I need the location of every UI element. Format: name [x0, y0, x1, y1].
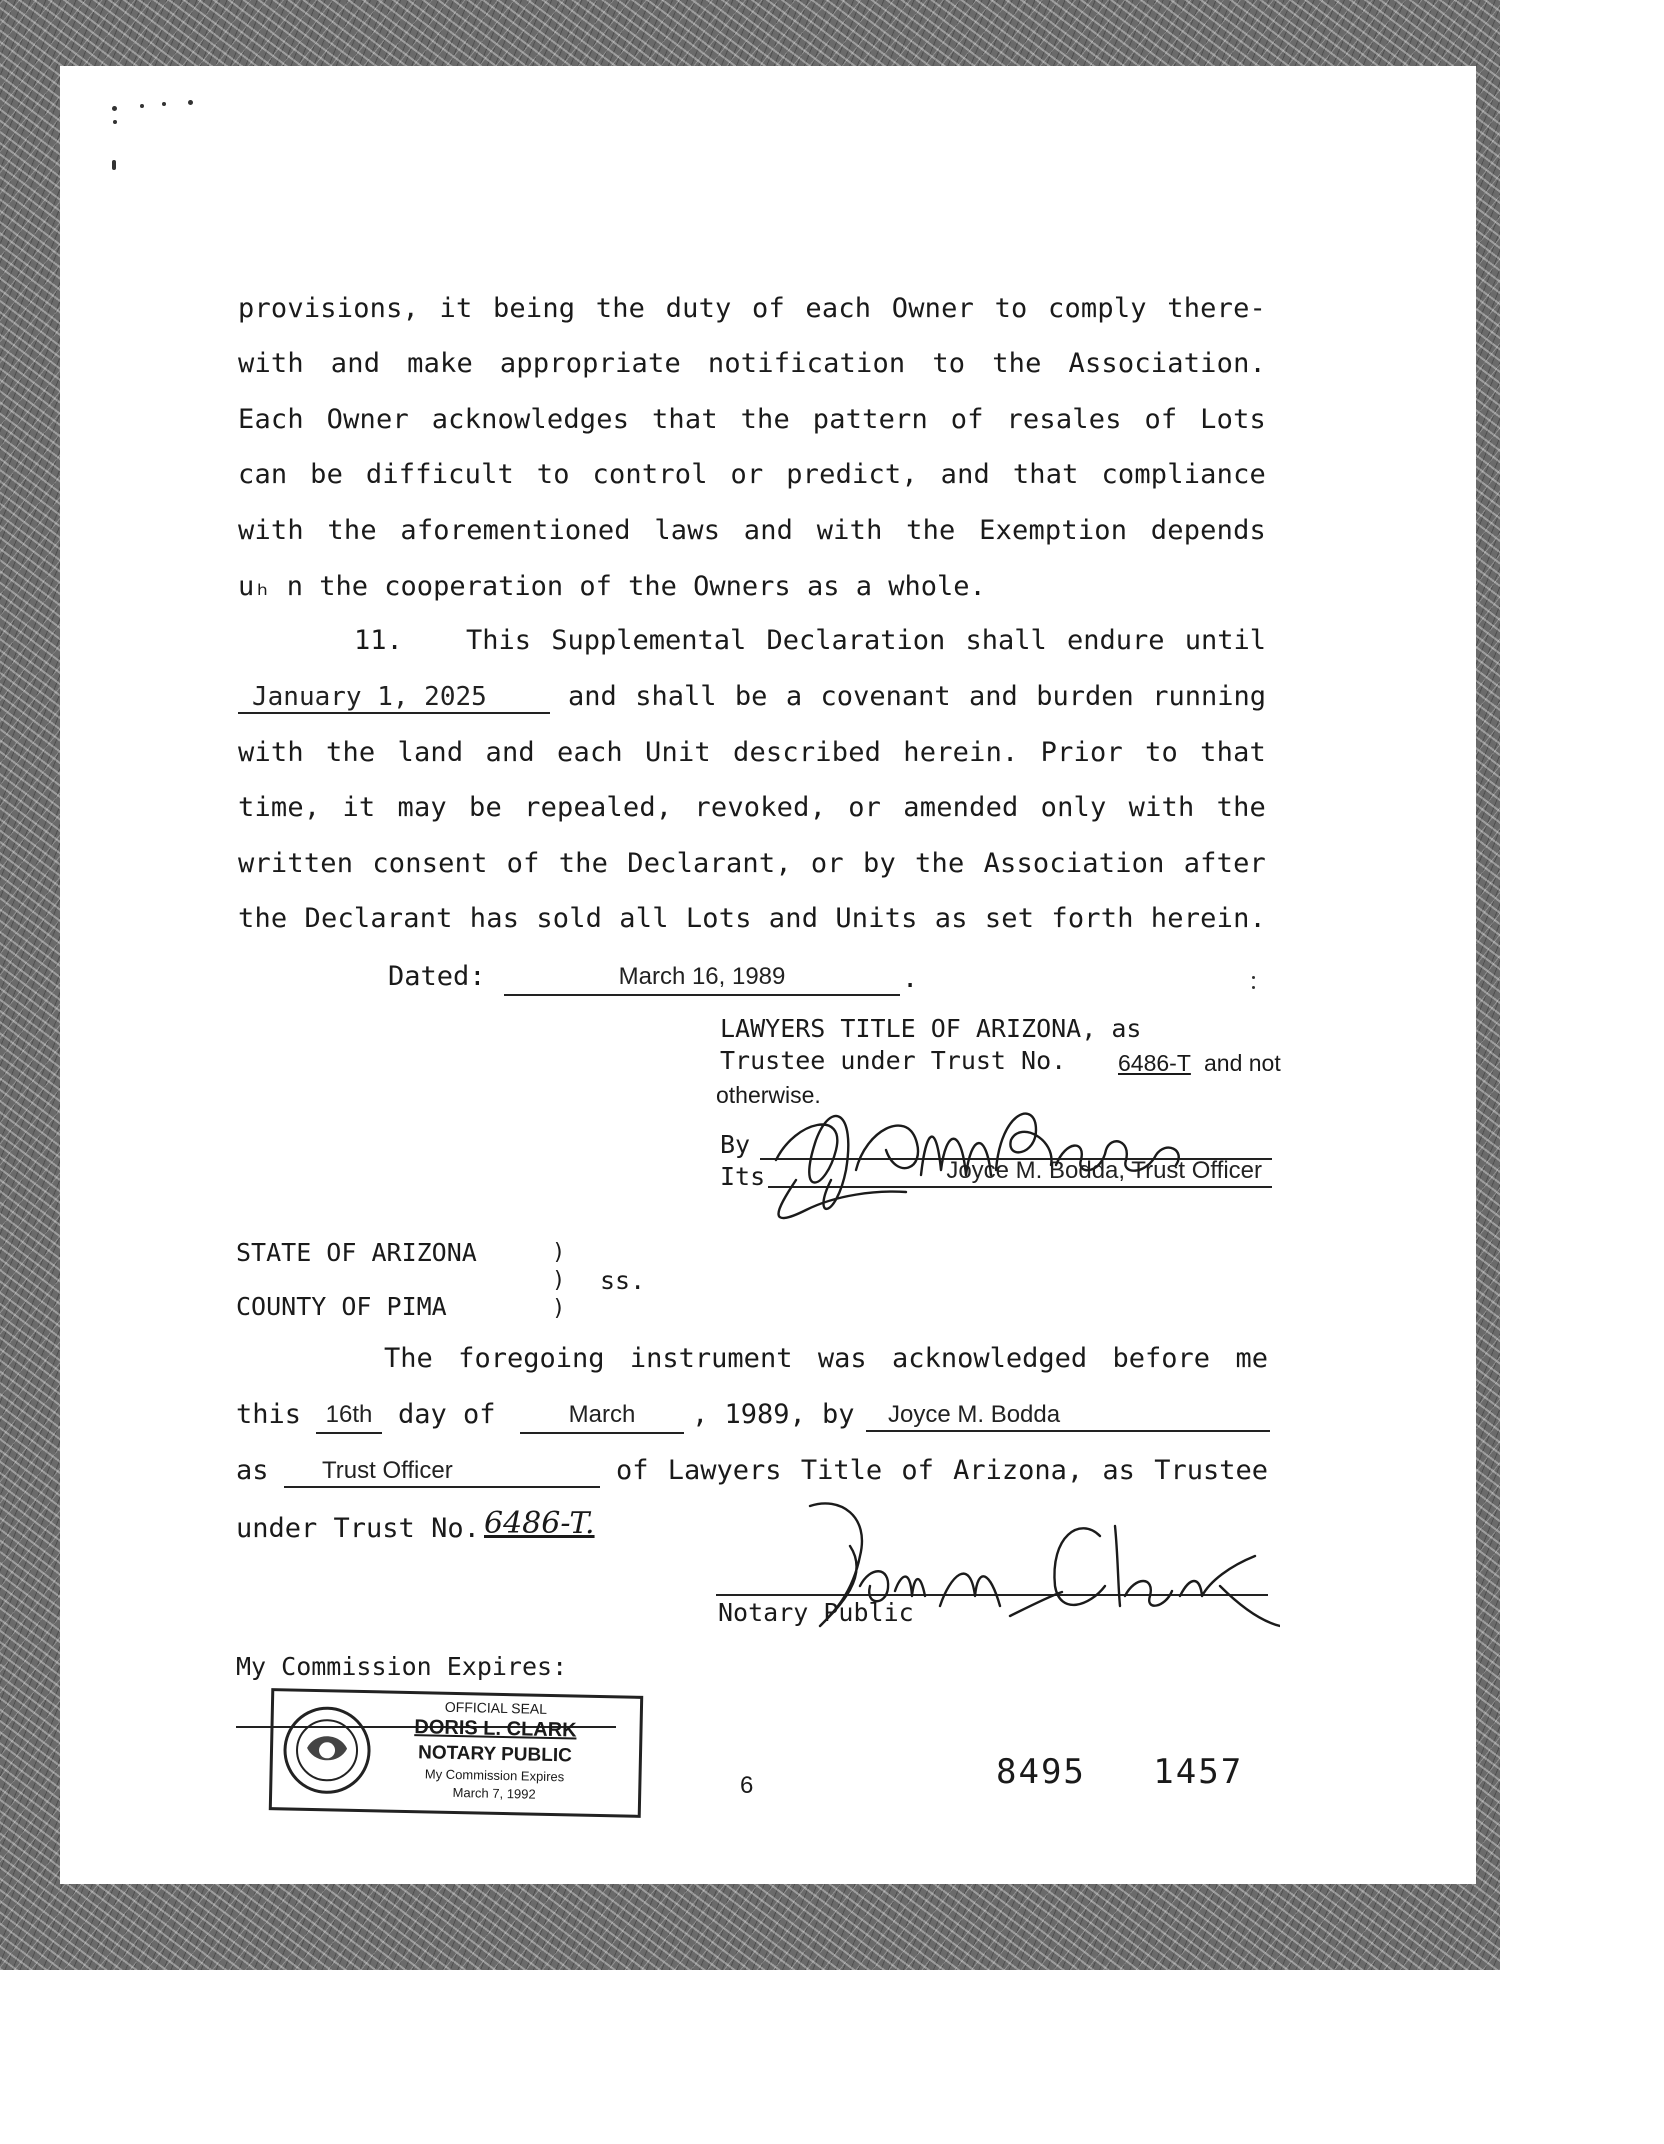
- ack-person-field: Joyce M. Bodda: [866, 1398, 1270, 1432]
- ack-of: of Lawyers Title of Arizona, as Trustee: [616, 1455, 1268, 1486]
- venue-ss: ss.: [600, 1266, 646, 1295]
- commission-label: My Commission Expires:: [236, 1652, 568, 1681]
- notary-seal-stamp: [269, 1688, 643, 1818]
- ack-title-field: Trust Officer: [284, 1454, 600, 1488]
- ack-day-of: day of: [398, 1399, 496, 1430]
- body-line: can be difficult to control or predict, and that compliance: [238, 459, 1266, 490]
- ack-year: , 1989, by: [692, 1399, 855, 1430]
- dated-period: .: [902, 963, 919, 994]
- end-date-field: January 1, 2025: [238, 680, 550, 714]
- seal-line: My Commission Expires: [424, 1766, 565, 1785]
- section-line: and shall be a covenant and burden running: [568, 681, 1266, 712]
- venue-state: STATE OF ARIZONA: [236, 1238, 477, 1267]
- trustee-name: LAWYERS TITLE OF ARIZONA, as: [720, 1014, 1142, 1043]
- venue-paren: ): [552, 1240, 566, 1265]
- notary-label: Notary Public: [718, 1598, 914, 1627]
- section-line: time, it may be repealed, revoked, or amended only with the: [238, 792, 1266, 823]
- ack-day-field: 16th: [316, 1398, 382, 1434]
- trustee-line: Trustee under Trust No.: [720, 1046, 1067, 1075]
- trustee-suffix: and not: [1204, 1050, 1281, 1076]
- trustee-signature: [736, 1080, 1256, 1230]
- trust-number: 6486-T: [1118, 1050, 1191, 1076]
- section-line: with the land and each Unit described herein. Prior to that: [238, 737, 1266, 768]
- page-number: 6: [740, 1772, 754, 1799]
- venue-county: COUNTY OF PIMA: [236, 1292, 447, 1321]
- body-line: uₕ n the cooperation of the Owners as a whole.: [238, 571, 986, 602]
- dated-label: Dated:: [388, 961, 486, 992]
- ack-as: as: [236, 1455, 269, 1486]
- body-line: Each Owner acknowledges that the pattern of resales of Lots: [238, 404, 1266, 435]
- section-line: the Declarant has sold all Lots and Units as set forth herein.: [238, 903, 1266, 934]
- body-line: with the aforementioned laws and with the Exemption depends: [238, 515, 1266, 546]
- venue-paren: ): [552, 1296, 566, 1321]
- seal-line: NOTARY PUBLIC: [417, 1742, 573, 1767]
- by-label: By: [720, 1130, 751, 1159]
- section-number: 11.: [354, 625, 403, 656]
- its-label: Its: [720, 1162, 766, 1191]
- seal-line: March 7, 1992: [452, 1784, 536, 1802]
- section-line: This Supplemental Declaration shall endure until: [466, 625, 1266, 656]
- ack-trust-no-handwritten: 6486-T.: [484, 1506, 595, 1541]
- venue-paren: ): [552, 1268, 566, 1293]
- seal-line: DORIS L. CLARK: [414, 1716, 577, 1742]
- ack-line: The foregoing instrument was acknowledged before me: [384, 1343, 1268, 1374]
- dated-field: March 16, 1989: [504, 960, 900, 996]
- ack-this: this: [236, 1399, 302, 1430]
- trustee-otherwise: otherwise.: [716, 1082, 821, 1108]
- body-line: with and make appropriate notification to the Association.: [238, 348, 1266, 379]
- docket-number: 8495 1457: [996, 1752, 1244, 1792]
- seal-line: OFFICIAL SEAL: [444, 1698, 548, 1717]
- notary-seal-emblem: [278, 1701, 376, 1799]
- its-field: Joyce M. Bodda, Trust Officer: [768, 1154, 1272, 1188]
- section-line: written consent of the Declarant, or by the Association after: [238, 848, 1266, 879]
- body-line: provisions, it being the duty of each Owner to comply there-: [238, 293, 1266, 324]
- ack-month-field: March: [520, 1398, 684, 1434]
- ack-under: under Trust No.: [236, 1513, 480, 1544]
- notary-signature: [800, 1496, 1280, 1636]
